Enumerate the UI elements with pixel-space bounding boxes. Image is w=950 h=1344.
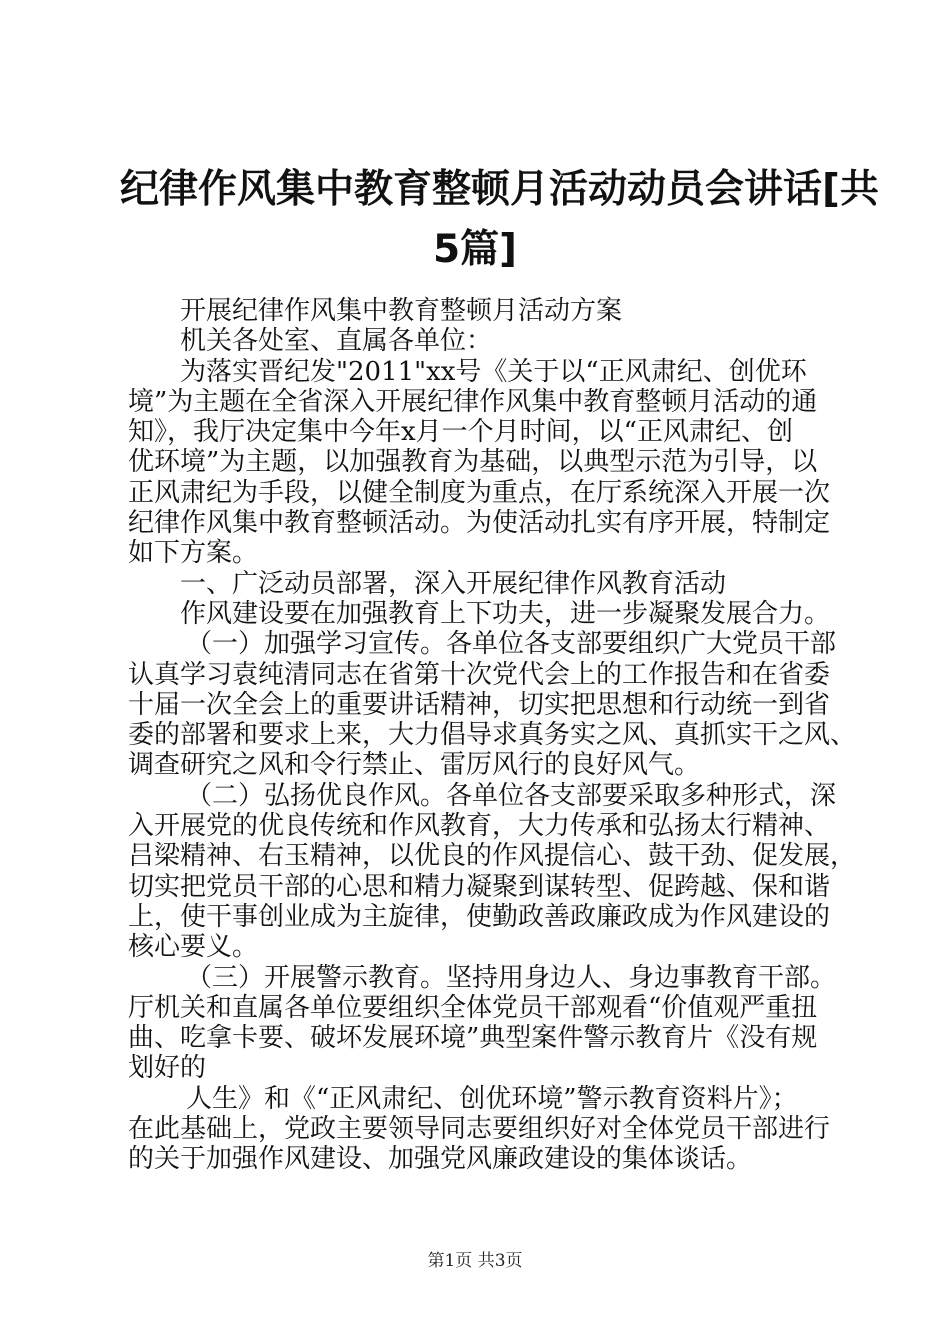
document-body	[128, 296, 857, 1175]
text-line: 在此基础上，党政主要领导同志要组织好对全体党员干部进行	[128, 1114, 831, 1145]
text-line: 正风肃纪为手段，以健全制度为重点，在厅系统深入开展一次	[128, 477, 831, 508]
text-line: 十届一次全会上的重要讲话精神，切实把思想和行动统一到省	[128, 689, 831, 720]
text-line: 纪律作风集中教育整顿活动。为使活动扎实有序开展，特制定	[128, 508, 831, 539]
salutation: 机关各处室、直属各单位：	[180, 326, 493, 357]
text-line: 认真学习袁纯清同志在省第十次党代会上的工作报告和在省委	[128, 659, 831, 690]
paragraph-warning-education	[128, 962, 837, 1084]
text-line: 调查研究之风和令行禁止、雷厉风行的良好风气。	[128, 750, 701, 781]
text-line: 曲、吃拿卡要、破坏发展环境”典型案件警示教育片《没有规	[128, 1023, 818, 1054]
document-title	[120, 160, 879, 280]
page-number-footer: 第1页 共3页	[427, 1251, 523, 1271]
text-line: 如下方案。	[128, 538, 259, 569]
text-line: （二）弘扬优良作风。各单位各支部要采取多种形式，深	[186, 780, 837, 811]
section-heading-1: 一、广泛动员部署，深入开展纪律作风教育活动	[180, 568, 727, 599]
title-line-2: 5篇]	[433, 227, 517, 272]
text-line: 知》，我厅决定集中今年x月一个月时间，以“正风肃纪、创	[128, 417, 793, 448]
text-line: 人生》和《“正风肃纪、创优环境”警示教育资料片》；	[186, 1083, 798, 1114]
text-line: 为落实晋纪发"2011"xx号《关于以“正风肃纪、创优环	[180, 356, 807, 387]
text-line: 上，使干事创业成为主旋律，使勤政善政廉政成为作风建设的	[128, 901, 831, 932]
text-line: 厅机关和直属各单位要组织全体党员干部观看“价值观严重扭	[128, 992, 818, 1023]
plan-heading: 开展纪律作风集中教育整顿月活动方案	[180, 296, 623, 326]
text-line: 优环境”为主题，以加强教育为基础，以典型示范为引导，以	[128, 447, 818, 478]
text-line: 划好的	[128, 1053, 207, 1084]
text-line: 吕梁精神、右玉精神，以优良的作风提信心、鼓干劲、促发展，	[128, 841, 857, 872]
text-line: 的关于加强作风建设、加强党风廉政建设的集体谈话。	[128, 1144, 753, 1175]
text-line: 切实把党员干部的心思和精力凝聚到谋转型、促跨越、保和谐	[128, 871, 831, 902]
text-line: 委的部署和要求上来，大力倡导求真务实之风、真抓实干之风、	[128, 720, 857, 751]
text-line: 入开展党的优良传统和作风教育，大力传承和弘扬太行精神、	[128, 811, 831, 842]
text-line: （三）开展警示教育。坚持用身边人、身边事教育干部。	[186, 962, 837, 993]
paragraph-collective-talk	[128, 1084, 830, 1175]
paragraph-intro	[128, 357, 830, 569]
title-line-1: 纪律作风集中教育整顿月活动动员会讲话[共	[120, 167, 879, 212]
section-intro: 作风建设要在加强教育上下功夫，进一步凝聚发展合力。	[180, 598, 831, 629]
text-line: 境”为主题在全省深入开展纪律作风集中教育整顿月活动的通	[128, 386, 818, 417]
paragraph-study-promotion	[128, 629, 857, 781]
text-line: 核心要义。	[128, 932, 259, 963]
paragraph-good-style	[128, 780, 857, 963]
text-line: （一）加强学习宣传。各单位各支部要组织广大党员干部	[186, 629, 837, 660]
